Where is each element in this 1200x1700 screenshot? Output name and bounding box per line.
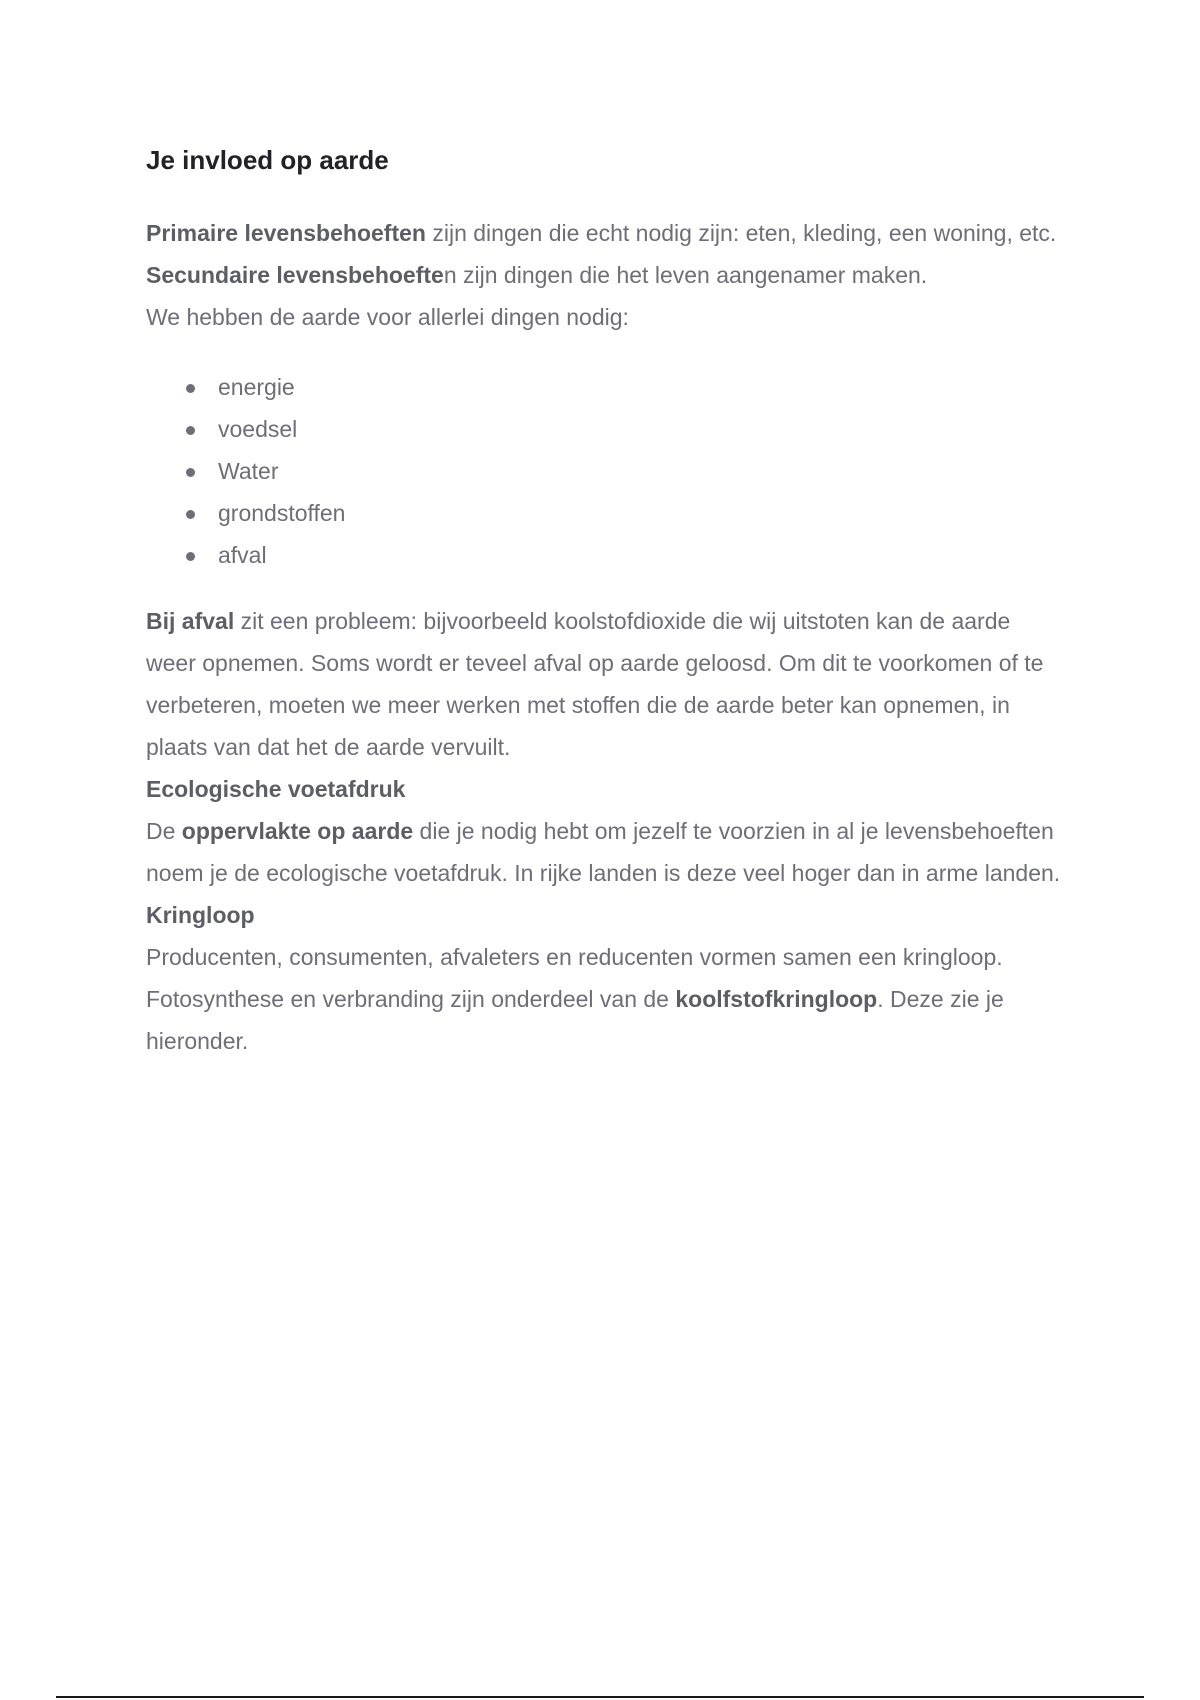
footprint-text: die je nodig hebt om jezelf te voorzien in al je levensbehoeften noem je de ecologische voetafdruk. In rijke landen is deze veel hoger dan in arme landen. — [146, 818, 1061, 886]
bullet-icon — [186, 552, 195, 561]
primary-needs-paragraph — [146, 212, 1066, 254]
primary-needs-text: zijn dingen die echt nodig zijn: eten, kleding, een woning, etc. — [425, 220, 1057, 246]
secondary-needs-paragraph — [146, 254, 1066, 296]
list-item-label: voedsel — [218, 416, 298, 442]
list-item — [186, 534, 1066, 576]
needs-intro-paragraph: We hebben de aarde voor allerlei dingen nodig: — [146, 304, 629, 330]
list-item-label: grondstoffen — [218, 500, 346, 526]
cycle-text: . Deze zie je hieronder. — [146, 986, 1004, 1054]
intro-section — [146, 212, 1066, 338]
cycle-term: koolfstofkringloop — [675, 986, 878, 1012]
cycle-paragraph-2 — [146, 978, 1066, 1062]
waste-text: zit een probleem: bijvoorbeeld koolstofdioxide die wij uitstoten kan de aarde weer opnemen. Soms wordt er teveel afval op aarde geloosd. Om dit te voorkomen of te verbeteren, moeten we meer werken met stoffen die de aarde beter kan opnemen, in plaats van dat het de aarde vervuilt. — [146, 608, 1044, 760]
page-title: Je invloed op aarde — [146, 145, 389, 175]
list-item — [186, 408, 1066, 450]
document-content — [146, 140, 1066, 1062]
cycle-heading: Kringloop — [146, 902, 255, 928]
list-item — [186, 492, 1066, 534]
footprint-text-pre: De — [146, 818, 182, 844]
list-item — [186, 450, 1066, 492]
cycle-paragraph-1: Producenten, consumenten, afvaleters en reducenten vormen samen een kringloop. — [146, 944, 1003, 970]
footprint-heading: Ecologische voetafdruk — [146, 776, 406, 802]
waste-section — [146, 600, 1066, 1062]
needs-list — [146, 366, 1066, 576]
waste-term: Bij afval — [146, 608, 235, 634]
cycle-text-pre: Fotosynthese en verbranding zijn onderdeel van de — [146, 986, 676, 1012]
bullet-icon — [186, 426, 195, 435]
bullet-icon — [186, 510, 195, 519]
primary-needs-term: Primaire levensbehoeften — [146, 220, 426, 246]
bullet-icon — [186, 468, 195, 477]
list-item-label: energie — [218, 374, 295, 400]
page-footer-divider — [56, 1696, 1144, 1698]
list-item — [186, 366, 1066, 408]
list-item-label: afval — [218, 542, 267, 568]
footprint-paragraph — [146, 810, 1066, 894]
footprint-term: oppervlakte op aarde — [181, 818, 414, 844]
list-item-label: Water — [218, 458, 279, 484]
waste-paragraph — [146, 600, 1066, 768]
secondary-needs-text: n zijn dingen die het leven aangenamer maken. — [443, 262, 928, 288]
bullet-icon — [186, 384, 195, 393]
secondary-needs-term: Secundaire levensbehoefte — [146, 262, 444, 288]
